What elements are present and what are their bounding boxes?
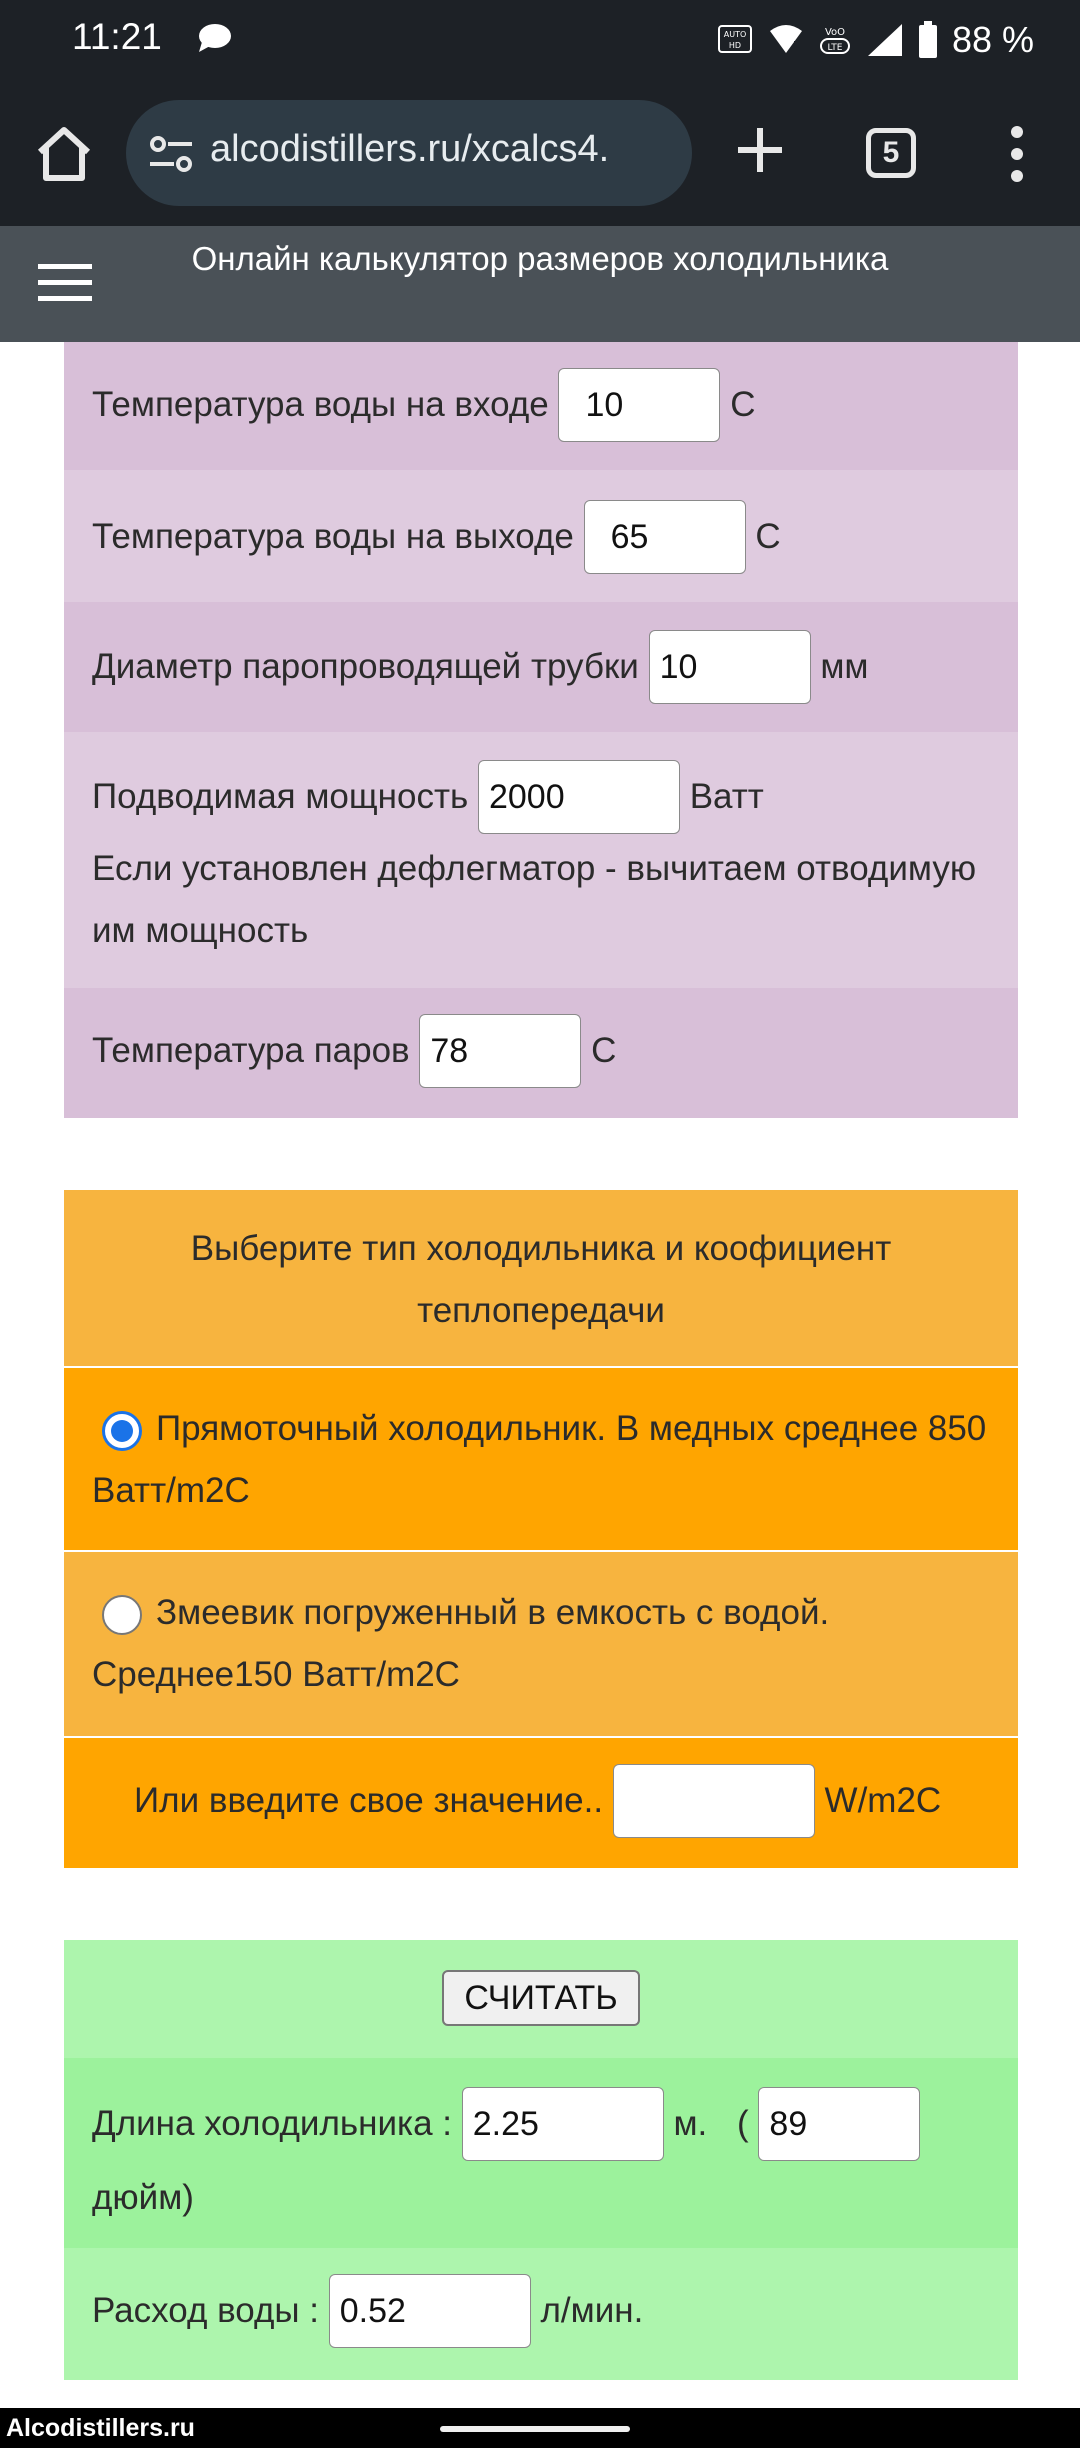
pipe-diameter-label: Диаметр паропроводящей трубки [92, 647, 639, 686]
volte-icon [818, 21, 852, 59]
site-footer-name: Alcodistillers.ru [6, 2414, 195, 2442]
water-out-input[interactable]: 65 [584, 500, 746, 574]
calculate-button[interactable]: СЧИТАТЬ [442, 1970, 639, 2026]
address-bar[interactable] [126, 100, 692, 206]
power-row [64, 732, 1018, 988]
water-out-unit: С [755, 517, 781, 556]
gesture-handle[interactable] [440, 2426, 630, 2432]
length-result-row [64, 2058, 1018, 2248]
radio-coil[interactable] [102, 1595, 142, 1635]
flow-result-row [64, 2248, 1018, 2380]
status-icons [718, 14, 1034, 66]
tabs-icon[interactable] [866, 128, 916, 178]
svg-text:VoO: VoO [824, 27, 845, 38]
status-time: 11:21 [72, 16, 162, 57]
water-in-input[interactable]: 10 [558, 368, 720, 442]
option-coil-label[interactable]: Змеевик погруженный в емкость с водой. Среднее150 Ватт/m2C [92, 1593, 830, 1694]
site-header [0, 226, 1080, 342]
water-out-label: Температура воды на выходе [92, 517, 574, 556]
custom-coefficient-label: Или введите свое значение.. [134, 1781, 604, 1820]
power-label: Подводимая мощность [92, 777, 469, 816]
pipe-diameter-input[interactable]: 10 [649, 630, 811, 704]
power-unit: Ватт [689, 777, 764, 816]
svg-text:AUTO: AUTO [723, 30, 747, 39]
vapor-temp-unit: С [591, 1031, 617, 1070]
vapor-temp-label: Температура паров [92, 1031, 410, 1070]
bottom-navigation-bar [0, 2408, 1080, 2448]
browser-toolbar [0, 82, 1080, 226]
home-icon[interactable] [32, 122, 96, 186]
radio-direct[interactable] [102, 1411, 142, 1451]
water-in-label: Температура воды на входе [92, 385, 549, 424]
vapor-temp-input[interactable]: 78 [419, 1014, 581, 1088]
water-out-row [64, 470, 1018, 602]
svg-text:LTE: LTE [827, 43, 843, 53]
power-note: Если установлен дефлегматор - вычитаем отводимую им мощность [92, 849, 977, 950]
length-output[interactable]: 2.25 [462, 2087, 664, 2161]
custom-coefficient-input[interactable] [613, 1764, 815, 1838]
auto-hd-icon [718, 23, 754, 57]
option-coil-row[interactable] [64, 1552, 1018, 1736]
svg-text:HD: HD [728, 41, 742, 50]
cooler-type-heading: Выберите тип холодильника и коофициент теплопередачи [190, 1229, 892, 1330]
custom-coefficient-row [64, 1738, 1018, 1868]
signal-icon [866, 22, 904, 58]
vapor-temp-row [64, 988, 1018, 1118]
length-label: Длина холодильника : [92, 2103, 453, 2143]
battery-percent: 88 % [951, 19, 1034, 60]
url-text[interactable]: alcodistillers.ru/xcalcs4. [210, 128, 610, 170]
calculate-row [64, 1940, 1018, 2058]
inch-open-paren: ( [737, 2103, 749, 2143]
plus-icon[interactable] [736, 126, 784, 174]
pipe-diameter-unit: мм [820, 647, 869, 686]
power-input[interactable]: 2000 [478, 760, 680, 834]
battery-icon [918, 21, 938, 59]
pipe-diameter-row [64, 602, 1018, 732]
option-direct-row[interactable] [64, 1368, 1018, 1550]
flow-label: Расход воды : [92, 2291, 320, 2330]
inch-unit: дюйм) [92, 2178, 194, 2217]
water-in-unit: С [730, 385, 756, 424]
more-vert-icon[interactable] [1004, 124, 1030, 184]
flow-unit: л/мин. [540, 2291, 644, 2330]
flow-output[interactable]: 0.52 [329, 2274, 531, 2348]
length-inch-output[interactable]: 89 [758, 2087, 920, 2161]
status-bar [0, 0, 1080, 82]
page-title: Онлайн калькулятор размеров холодильника [191, 240, 889, 277]
wifi-icon [768, 23, 804, 57]
length-unit: м. [673, 2103, 708, 2143]
site-settings-icon[interactable] [148, 134, 194, 174]
option-direct-label[interactable]: Прямоточный холодильник. В медных среднее 850 Ватт/m2С [92, 1409, 987, 1510]
cooler-type-heading-row [64, 1190, 1018, 1366]
custom-coefficient-unit: W/m2C [824, 1781, 942, 1820]
chat-bubble-icon [196, 22, 232, 54]
tab-count: 5 [882, 136, 900, 169]
water-in-row [64, 342, 1018, 470]
